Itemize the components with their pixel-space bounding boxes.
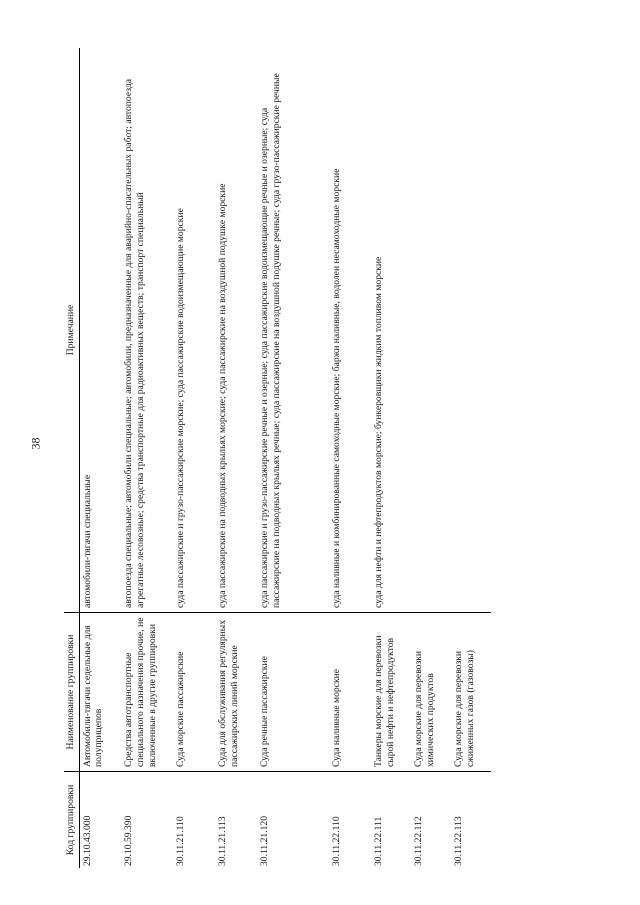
table-row	[173, 48, 215, 868]
table-row	[215, 48, 257, 868]
cell-note: суда наливные и комбинированные самоходные морские; баржи наливные, водолеи несамоходные морские	[331, 168, 343, 608]
header-note: Примечание	[65, 304, 76, 356]
cell-name: Суда морские для перевозки сжиженных газов (газовозы)	[451, 613, 491, 772]
cell-note: суда пассажирские и грузо-пассажирские речные и озерные; суда пассажирские водоизмещающие речные и озерные; суда пассажирские на подводных крыльях речные; суда пассажирские на воздушной подушке речные; суда грузо-пассажирские речные	[259, 73, 282, 608]
header-name: Наименование группировки	[64, 613, 79, 772]
table-header-row	[64, 48, 79, 868]
table-row	[371, 48, 411, 868]
table-row	[257, 48, 329, 868]
cell-code: 30.11.21.110	[173, 772, 215, 869]
cell-code: 30.11.22.110	[329, 772, 371, 869]
classification-table	[64, 48, 491, 868]
cell-code: 30.11.22.112	[411, 772, 451, 869]
cell-name: Суда для обслуживания регулярных пассажирских линий морские	[215, 613, 257, 772]
cell-name: Средства автотранспортные специального назначения прочие, не включенные в другие группировки	[121, 613, 173, 772]
table-row	[411, 48, 451, 868]
cell-code: 29.10.59.390	[121, 772, 173, 869]
cell-note: автомобили-тягачи специальные	[81, 474, 93, 608]
table-body	[79, 48, 491, 868]
table-row	[451, 48, 491, 868]
cell-note: суда для нефти и нефтепродуктов морские; бункеровщики жидким топливом морские	[373, 256, 385, 608]
table-row	[329, 48, 371, 868]
table-row	[121, 48, 173, 868]
cell-note	[451, 48, 491, 613]
cell-name: Суда морские пассажирские	[173, 613, 215, 772]
cell-note: суда пассажирские и грузо-пассажирские морские; суда пассажирские водоизмещающие морские	[175, 208, 187, 608]
cell-note: автопоезда специальные; автомобили специальные; автомобили, предназначенные для аварийно-спасательных работ; автопоезда агрегатные лесовозные; средства транспортные для радиоактивных веществ; транспорт специальный	[123, 79, 146, 608]
cell-name: Суда речные пассажирские	[257, 613, 329, 772]
table-row	[79, 48, 121, 868]
header-code: Код группировки	[64, 772, 79, 869]
cell-code: 30.11.22.111	[371, 772, 411, 869]
cell-note: суда пассажирские на подводных крыльях морские; суда пассажирские на воздушной подушке морские	[217, 183, 229, 608]
cell-code: 30.11.21.113	[215, 772, 257, 869]
cell-note	[411, 48, 451, 613]
cell-code: 30.11.21.120	[257, 772, 329, 869]
cell-code: 29.10.43.000	[79, 772, 121, 869]
cell-code: 30.11.22.113	[451, 772, 491, 869]
rotated-page-content	[64, 48, 534, 868]
page-number: 38	[28, 437, 43, 450]
cell-name: Танкеры морские для перевозки сырой нефти и нефтепродуктов	[371, 613, 411, 772]
cell-name: Суда морские для перевозки химических продуктов	[411, 613, 451, 772]
cell-name: Автомобили-тягачи седельные для полуприцепов	[79, 613, 121, 772]
cell-name: Суда наливные морские	[329, 613, 371, 772]
